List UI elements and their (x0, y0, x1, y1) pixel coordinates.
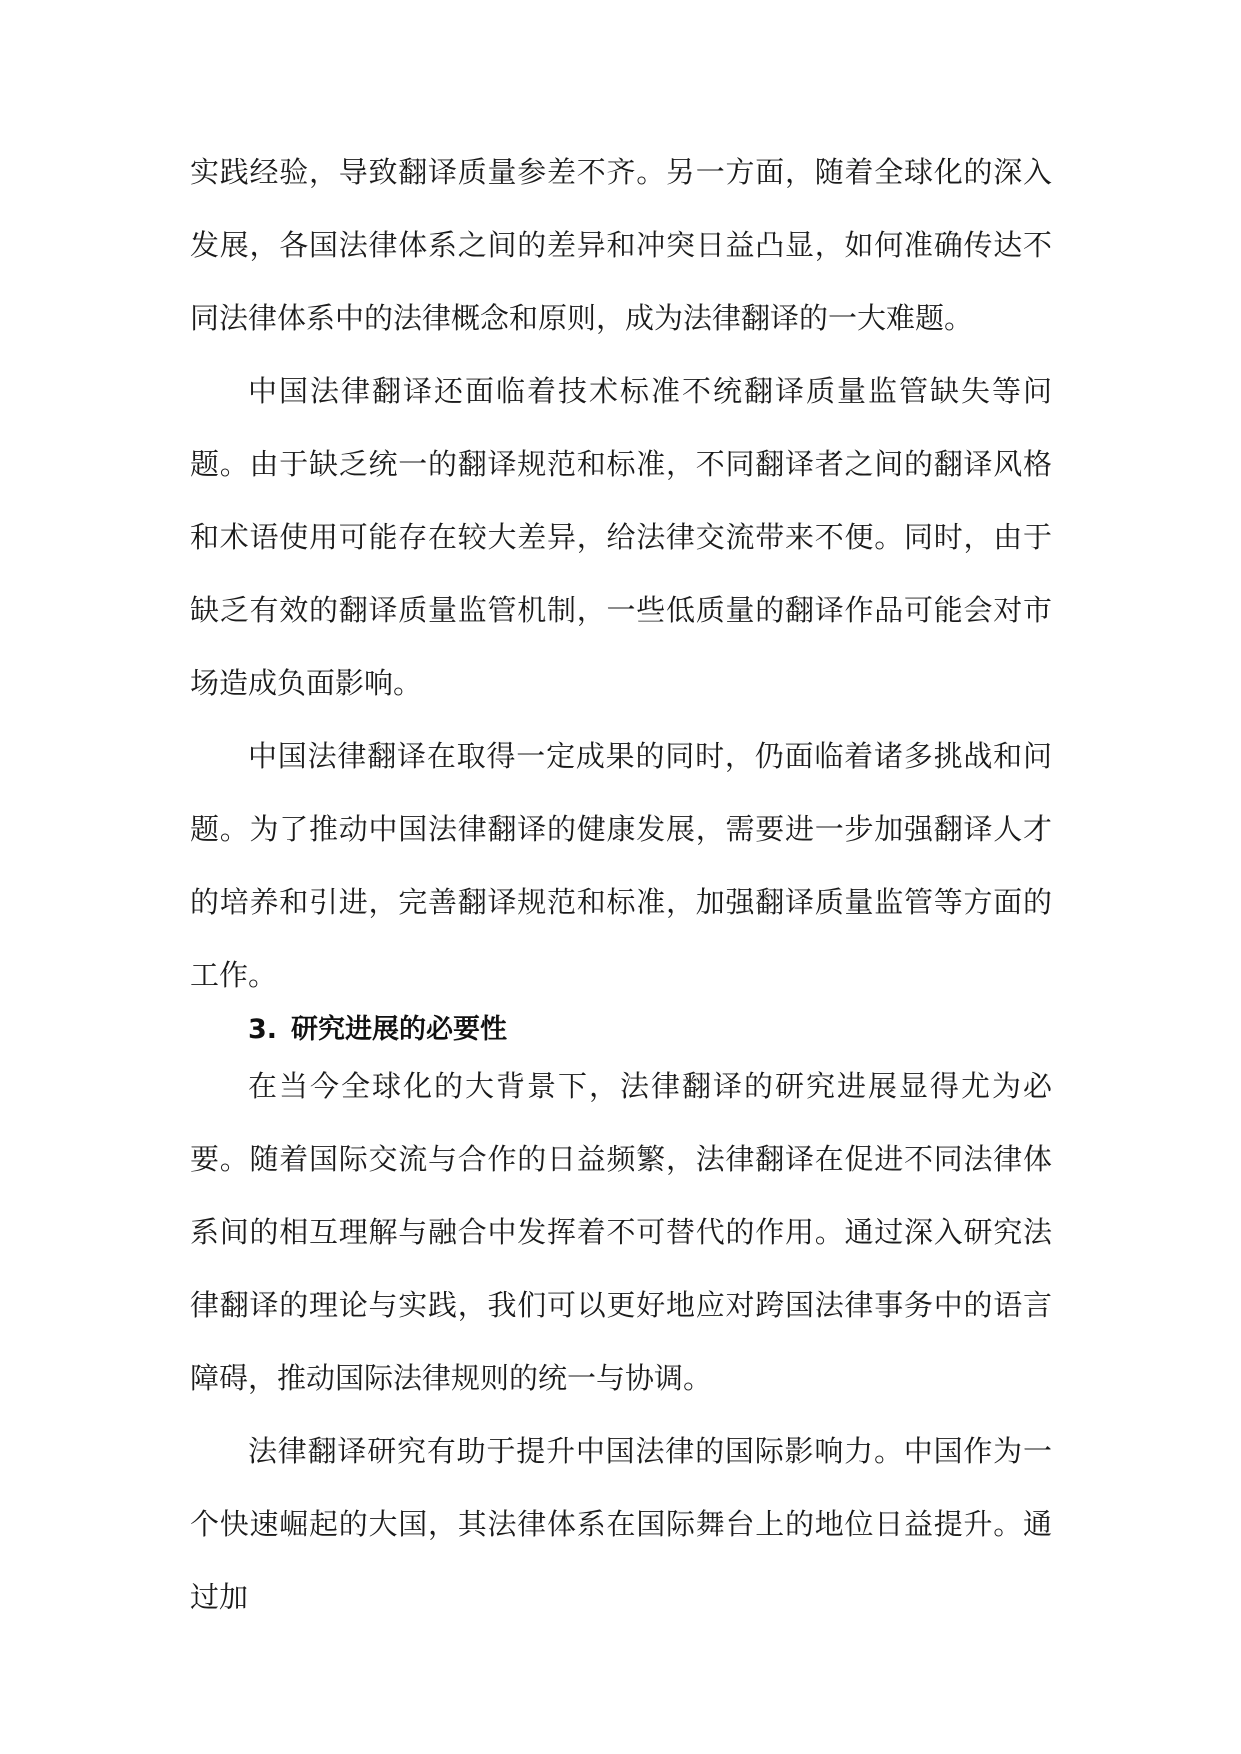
paragraph-international-influence: 法律翻译研究有助于提升中国法律的国际影响力。中国作为一个快速崛起的大国，其法律体系在国际舞台上的地位日益提升。通过加 (190, 1434, 1052, 1614)
body-text-block-1 (190, 136, 1052, 1012)
section-heading (248, 1010, 507, 1050)
paragraph-continuation: 实践经验，导致翻译质量参差不齐。另一方面，随着全球化的深入发展，各国法律体系之间的差异和冲突日益凸显，如何准确传达不同法律体系中的法律概念和原则，成为法律翻译的一大难题。 (190, 155, 1052, 335)
paragraph-globalization-necessity: 在当今全球化的大背景下，法律翻译的研究进展显得尤为必要。随着国际交流与合作的日益频繁，法律翻译在促进不同法律体系间的相互理解与融合中发挥着不可替代的作用。通过深入研究法律翻译的理论与实践，我们可以更好地应对跨国法律事务中的语言障碍，推动国际法律规则的统一与协调。 (190, 1069, 1052, 1395)
section-title: 研究进展的必要性 (291, 1014, 508, 1045)
paragraph-standards-issues: 中国法律翻译还面临着技术标准不统翻译质量监管缺失等问题。由于缺乏统一的翻译规范和标准，不同翻译者之间的翻译风格和术语使用可能存在较大差异，给法律交流带来不便。同时，由于缺乏有效的翻译质量监管机制，一些低质量的翻译作品可能会对市场造成负面影响。 (190, 374, 1052, 700)
section-number: 3. (248, 1014, 278, 1045)
body-text-block-2 (190, 1050, 1052, 1634)
paragraph-challenges-summary: 中国法律翻译在取得一定成果的同时，仍面临着诸多挑战和问题。为了推动中国法律翻译的健康发展，需要进一步加强翻译人才的培养和引进，完善翻译规范和标准，加强翻译质量监管等方面的工作。 (190, 739, 1052, 992)
